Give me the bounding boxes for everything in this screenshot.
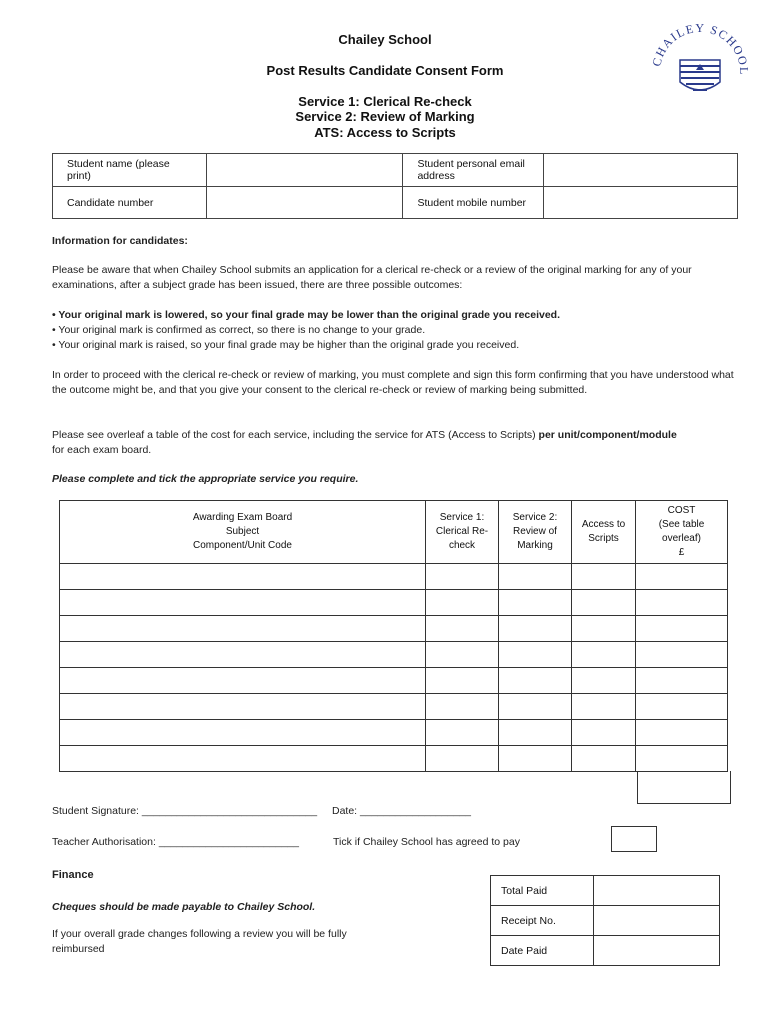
row-clerical-recheck-cell[interactable]: [426, 746, 499, 772]
info-heading: Information for candidates:: [52, 235, 188, 247]
row-clerical-recheck-cell[interactable]: [426, 668, 499, 694]
outcome-confirmed: • Your original mark is confirmed as correct, so there is no change to your grade.: [52, 324, 426, 336]
service-row: [60, 746, 728, 772]
overleaf-text-b: for each exam board.: [52, 444, 152, 456]
school-logo: [650, 20, 750, 110]
row-cost-cell[interactable]: [636, 746, 728, 772]
row-access-scripts-cell[interactable]: [572, 720, 636, 746]
header-subject: Subject: [225, 526, 260, 537]
service-row: [60, 720, 728, 746]
row-clerical-recheck-cell[interactable]: [426, 694, 499, 720]
tick-label: Tick if Chailey School has agreed to pay: [333, 836, 520, 848]
row-exam-board-cell[interactable]: [60, 616, 426, 642]
header-cost-line1: COST: [667, 505, 696, 516]
row-review-marking-cell[interactable]: [499, 720, 572, 746]
row-cost-cell[interactable]: [636, 668, 728, 694]
teacher-authorisation[interactable]: Teacher Authorisation: ________________________: [52, 836, 299, 848]
row-clerical-recheck-cell[interactable]: [426, 590, 499, 616]
header-exam-board-line1: Awarding Exam Board: [192, 512, 293, 523]
student-details-table: [52, 153, 738, 219]
row-review-marking-cell[interactable]: [499, 564, 572, 590]
total-paid-field[interactable]: [594, 876, 720, 906]
outcome-lowered: • Your original mark is lowered, so your final grade may be lower than the original grade you received.: [52, 309, 561, 321]
service-row: [60, 642, 728, 668]
row-exam-board-cell[interactable]: [60, 746, 426, 772]
email-field[interactable]: [544, 154, 738, 187]
row-access-scripts-cell[interactable]: [572, 668, 636, 694]
row-access-scripts-cell[interactable]: [572, 642, 636, 668]
row-clerical-recheck-cell[interactable]: [426, 720, 499, 746]
row-exam-board-cell[interactable]: [60, 720, 426, 746]
overleaf-text-bold: per unit/component/module: [538, 429, 677, 441]
row-review-marking-cell[interactable]: [499, 694, 572, 720]
row-cost-cell[interactable]: [636, 720, 728, 746]
overleaf-text-a: Please see overleaf a table of the cost for each service, including the service for ATS (Access to Scripts): [52, 429, 539, 441]
service-row: [60, 616, 728, 642]
logo-text: CHAILEY SCHOOL: [650, 20, 750, 76]
service-table-body: [60, 564, 728, 772]
row-access-scripts-cell[interactable]: [572, 616, 636, 642]
student-name-field[interactable]: [206, 154, 403, 187]
row-access-scripts-cell[interactable]: [572, 590, 636, 616]
row-cost-cell[interactable]: [636, 642, 728, 668]
candidate-number-label: Candidate number: [53, 187, 207, 219]
row-access-scripts-cell[interactable]: [572, 564, 636, 590]
row-review-marking-cell[interactable]: [499, 746, 572, 772]
row-exam-board-cell[interactable]: [60, 668, 426, 694]
service-selection-table: [59, 500, 728, 772]
overleaf-paragraph: [52, 428, 742, 458]
row-access-scripts-cell[interactable]: [572, 694, 636, 720]
info-intro: Please be aware that when Chailey School submits an application for a clerical re-check or a review of the original marking for any of your examinations, after a subject grade has been issued, there are three possible outcomes:: [52, 264, 692, 291]
header-component-code: Component/Unit Code: [193, 540, 292, 551]
header-review-of-marking: Service 2: Review of Marking: [499, 501, 572, 564]
total-paid-label: Total Paid: [491, 876, 594, 906]
service2-heading: Service 2: Review of Marking: [295, 109, 475, 124]
row-clerical-recheck-cell[interactable]: [426, 616, 499, 642]
row-clerical-recheck-cell[interactable]: [426, 642, 499, 668]
ats-heading: ATS: Access to Scripts: [314, 125, 456, 140]
header-access-to-scripts: Access to Scripts: [572, 501, 636, 564]
row-cost-cell[interactable]: [636, 590, 728, 616]
row-cost-cell[interactable]: [636, 694, 728, 720]
finance-table: [490, 875, 720, 966]
cost-total-cell[interactable]: [637, 771, 731, 804]
header-cost-currency: £: [678, 547, 685, 558]
header-exam-board: [60, 501, 426, 564]
row-clerical-recheck-cell[interactable]: [426, 564, 499, 590]
service-row: [60, 694, 728, 720]
school-name: Chailey School: [338, 32, 432, 47]
receipt-no-label: Receipt No.: [491, 906, 594, 936]
row-cost-cell[interactable]: [636, 564, 728, 590]
date-paid-label: Date Paid: [491, 936, 594, 966]
row-exam-board-cell[interactable]: [60, 642, 426, 668]
row-exam-board-cell[interactable]: [60, 590, 426, 616]
row-review-marking-cell[interactable]: [499, 590, 572, 616]
logo-emblem: [680, 60, 720, 90]
student-name-label: Student name (please print): [53, 154, 207, 187]
service1-heading: Service 1: Clerical Re-check: [298, 94, 472, 109]
row-cost-cell[interactable]: [636, 616, 728, 642]
candidate-number-field[interactable]: [206, 187, 403, 219]
header-clerical-recheck: Service 1: Clerical Re-check: [426, 501, 499, 564]
student-signature[interactable]: Student Signature: ______________________________: [52, 805, 318, 817]
mobile-label: Student mobile number: [403, 187, 544, 219]
cheques-note: Cheques should be made payable to Chailey School.: [52, 901, 316, 913]
row-review-marking-cell[interactable]: [499, 642, 572, 668]
form-title: Post Results Candidate Consent Form: [266, 63, 504, 78]
service-instruction: Please complete and tick the appropriate service you require.: [52, 473, 359, 485]
row-exam-board-cell[interactable]: [60, 564, 426, 590]
header-cost: [636, 501, 728, 564]
mobile-field[interactable]: [544, 187, 738, 219]
row-access-scripts-cell[interactable]: [572, 746, 636, 772]
service-row: [60, 668, 728, 694]
signature-date[interactable]: Date: ___________________: [332, 805, 471, 817]
service-row: [60, 564, 728, 590]
service-row: [60, 590, 728, 616]
row-exam-board-cell[interactable]: [60, 694, 426, 720]
email-label: Student personal email address: [403, 154, 544, 187]
row-review-marking-cell[interactable]: [499, 616, 572, 642]
school-pays-checkbox[interactable]: [611, 826, 657, 852]
header-cost-line2: (See table overleaf): [658, 519, 705, 544]
reimburse-note: If your overall grade changes following a review you will be fully reimbursed: [52, 928, 347, 955]
finance-heading: Finance: [52, 869, 94, 881]
receipt-no-field[interactable]: [594, 906, 720, 936]
proceed-paragraph: In order to proceed with the clerical re-check or review of marking, you must complete and sign this form confirming that you have understood what the outcome might be, and that you give your consent to the clerical re-check or review of marking being submitted.: [52, 369, 734, 396]
row-review-marking-cell[interactable]: [499, 668, 572, 694]
outcome-raised: • Your original mark is raised, so your final grade may be higher than the original grade you received.: [52, 339, 520, 351]
date-paid-field[interactable]: [594, 936, 720, 966]
